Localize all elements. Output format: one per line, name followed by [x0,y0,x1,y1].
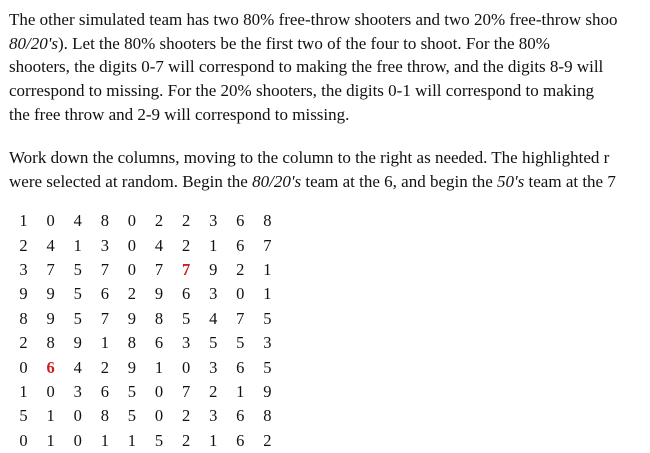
highlighted-digit: 7 [181,259,191,279]
digit-cell: 3 [209,211,218,231]
text-segment: 80/20's [9,33,58,53]
instructions-paragraph-2 [9,146,616,193]
digit-cell: 2 [181,235,191,255]
digit-cell: 3 [19,259,28,279]
digit-cell: 8 [263,406,272,426]
digit-cell: 5 [154,430,164,450]
digit-cell: 6 [100,381,109,401]
digit-cell: 3 [181,333,191,353]
digit-cell: 5 [73,259,82,279]
digit-cell: 6 [236,235,245,255]
random-digit-table [10,209,281,453]
digit-cell: 7 [236,308,245,328]
text-segment: The other simulated team has two 80% free-throw shooters and two 20% free-throw shoo [9,10,618,29]
digit-cell: 1 [236,381,245,401]
text-segment: shooters, the digits 0-7 will correspond to making the free throw, and the digits 8-9 will [9,57,604,77]
digit-cell: 1 [73,235,82,255]
text-segment: 80/20's [252,171,302,191]
digit-cell: 0 [127,259,137,279]
digit-cell: 0 [181,357,191,377]
digit-cell: 5 [73,284,82,304]
digit-cell: 7 [100,259,109,279]
digit-cell: 1 [19,381,28,401]
text-line [9,103,618,127]
digit-cell: 5 [236,333,245,353]
digit-cell: 1 [209,430,218,450]
text-segment: ). Let the 80% shooters be the first two of the four to shoot. For the 80% [57,33,550,53]
digit-cell: 1 [46,406,55,426]
digit-cell: 8 [19,308,28,328]
digit-cell: 3 [209,406,218,426]
digit-cell: 6 [154,333,164,353]
digit-cell: 0 [154,381,164,401]
digit-row [10,355,281,379]
digit-cell: 0 [73,406,82,426]
digit-cell: 9 [154,284,164,304]
digit-cell: 5 [263,308,272,328]
digit-cell: 3 [209,284,218,304]
digit-cell: 7 [263,235,272,255]
digit-cell: 5 [263,357,272,377]
text-line [9,32,618,56]
digit-row [10,209,281,233]
digit-cell: 3 [209,357,218,377]
digit-row [10,331,281,355]
digit-cell: 2 [19,235,28,255]
digit-cell: 2 [100,357,109,377]
digit-cell: 4 [73,211,82,231]
digit-row [10,233,281,257]
digit-cell: 6 [236,406,245,426]
digit-cell: 5 [127,381,137,401]
digit-cell: 1 [209,235,218,255]
digit-cell: 8 [154,308,164,328]
text-line [9,170,616,194]
digit-cell: 1 [127,430,137,450]
digit-cell: 7 [181,381,191,401]
digit-cell: 5 [127,406,137,426]
text-segment: team at the 6, and begin the [301,171,498,191]
digit-cell: 2 [181,430,191,450]
digit-row [10,282,281,306]
text-segment: Work down the columns, moving to the column to the right as needed. The highlighted r [9,148,610,167]
digit-row [10,258,281,282]
digit-cell: 9 [209,259,218,279]
digit-cell: 3 [263,333,272,353]
digit-cell: 0 [46,381,55,401]
digit-cell: 1 [263,284,272,304]
text-line [9,146,616,170]
digit-row [10,404,281,428]
digit-cell: 7 [46,259,55,279]
digit-cell: 2 [181,406,191,426]
digit-cell: 6 [236,430,245,450]
digit-cell: 2 [127,284,137,304]
digit-cell: 1 [19,211,28,231]
digit-cell: 3 [100,235,109,255]
instructions-paragraph-1 [9,8,618,127]
text-segment: the free throw and 2-9 will correspond to missing. [9,104,350,124]
text-segment: team at the 7 [524,171,616,191]
digit-cell: 9 [127,308,137,328]
highlighted-digit: 6 [46,357,55,377]
digit-cell: 4 [73,357,82,377]
digit-cell: 1 [100,333,109,353]
digit-cell: 5 [19,406,28,426]
digit-cell: 8 [100,211,109,231]
digit-cell: 9 [46,284,55,304]
digit-cell: 0 [154,406,164,426]
digit-row [10,307,281,331]
text-segment: correspond to missing. For the 20% shooters, the digits 0-1 will correspond to making [9,81,595,101]
digit-cell: 1 [263,259,272,279]
digit-cell: 6 [100,284,109,304]
digit-cell: 5 [209,333,218,353]
digit-cell: 1 [100,430,109,450]
digit-row [10,429,281,453]
digit-cell: 9 [46,308,55,328]
digit-cell: 8 [46,333,55,353]
digit-cell: 2 [236,259,245,279]
digit-cell: 7 [154,259,164,279]
digit-cell: 6 [236,211,245,231]
digit-cell: 6 [181,284,191,304]
digit-cell: 5 [181,308,191,328]
digit-cell: 0 [19,357,28,377]
digit-cell: 2 [181,211,191,231]
digit-cell: 1 [154,357,164,377]
digit-cell: 5 [73,308,82,328]
digit-cell: 0 [19,430,28,450]
digit-cell: 9 [73,333,82,353]
text-line [9,8,618,32]
digit-cell: 8 [100,406,109,426]
text-segment: were selected at random. Begin the [9,171,253,191]
digit-cell: 0 [46,211,55,231]
digit-cell: 2 [19,333,28,353]
digit-cell: 2 [209,381,218,401]
digit-cell: 4 [154,235,164,255]
digit-cell: 7 [100,308,109,328]
digit-cell: 8 [263,211,272,231]
digit-cell: 6 [236,357,245,377]
digit-cell: 0 [73,430,82,450]
digit-cell: 1 [46,430,55,450]
digit-cell: 9 [263,381,272,401]
digit-row [10,380,281,404]
digit-cell: 0 [127,235,137,255]
text-line [9,79,618,103]
text-line [9,55,618,79]
digit-cell: 9 [19,284,28,304]
digit-cell: 4 [46,235,55,255]
digit-cell: 4 [209,308,218,328]
digit-cell: 9 [127,357,137,377]
digit-cell: 8 [127,333,137,353]
digit-cell: 0 [236,284,245,304]
text-segment: 50's [497,171,525,191]
digit-cell: 3 [73,381,82,401]
digit-cell: 0 [127,211,137,231]
digit-cell: 2 [154,211,164,231]
digit-cell: 2 [263,430,272,450]
